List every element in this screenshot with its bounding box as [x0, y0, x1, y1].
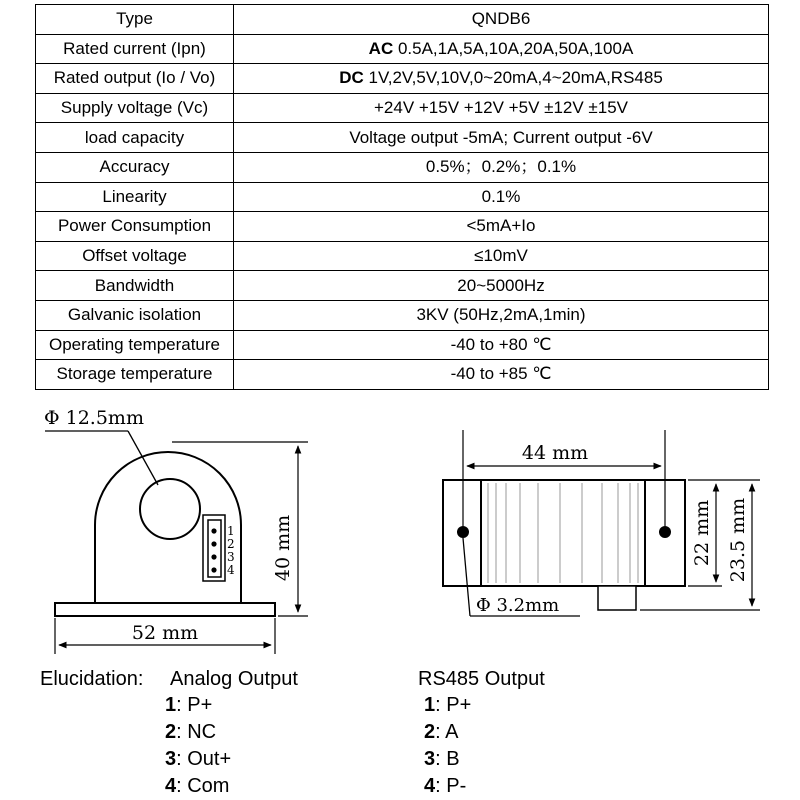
spec-param: Linearity	[36, 182, 234, 212]
spec-param: Operating temperature	[36, 330, 234, 360]
side-width-dimension-label: 44 mm	[521, 442, 589, 464]
mount-hole-right	[659, 526, 671, 538]
base-flange	[55, 603, 275, 616]
pin-label-1: 1	[227, 524, 235, 538]
rs485-pin-3: 3: B	[424, 748, 460, 770]
spec-param: Accuracy	[36, 152, 234, 182]
spec-value-prefix: DC	[339, 68, 364, 88]
analog-pin-4: 4: Com	[165, 775, 230, 797]
sensor-front-view	[55, 452, 275, 616]
spec-value: -40 to +80 ℃	[450, 334, 552, 354]
rs485-pin-4: 4: P-	[424, 775, 467, 797]
pin-label-4: 4	[227, 563, 235, 577]
width-dimension-label: 52 mm	[131, 622, 199, 644]
inner-height-label: 22 mm	[691, 499, 713, 567]
analog-pin-2: 2: NC	[165, 721, 217, 743]
spec-value: QNDB6	[471, 9, 531, 29]
mount-hole-left	[457, 526, 469, 538]
spec-value: 0.5%；0.2%；0.1%	[425, 157, 577, 177]
spec-value: Voltage output -5mA; Current output -6V	[349, 127, 653, 147]
spec-param: Type	[36, 5, 234, 35]
through-hole	[140, 479, 200, 539]
sensor-side-view	[443, 480, 685, 610]
analog-pin-3: 3: Out+	[165, 748, 232, 770]
spec-param: Bandwidth	[36, 271, 234, 301]
rs485-pin-1: 1: P+	[424, 694, 472, 716]
spec-value: -40 to +85 ℃	[450, 364, 552, 384]
spec-param: load capacity	[36, 123, 234, 153]
spec-param: Galvanic isolation	[36, 300, 234, 330]
spec-param: Supply voltage (Vc)	[36, 93, 234, 123]
spec-param: Rated current (Ipn)	[36, 34, 234, 64]
legend-title: Elucidation:	[40, 668, 144, 690]
spec-param: Storage temperature	[36, 360, 234, 390]
height-dimension-label: 40 mm	[272, 514, 294, 582]
spec-param: Rated output (Io / Vo)	[36, 64, 234, 94]
side-connector	[598, 586, 636, 610]
spec-value: 1V,2V,5V,10V,0~20mA,4~20mA,RS485	[363, 68, 663, 88]
outer-height-label: 23.5 mm	[727, 497, 749, 583]
rs485-output-heading: RS485 Output	[418, 668, 545, 690]
spec-value: +24V +15V +12V +5V ±12V ±15V	[373, 98, 629, 118]
spec-value: <5mA+Io	[466, 216, 536, 236]
spec-value-prefix: AC	[368, 38, 394, 58]
pin-label-2: 2	[227, 537, 235, 551]
pin-label-3: 3	[227, 550, 235, 564]
spec-value: ≤10mV	[474, 246, 528, 266]
spec-value: 20~5000Hz	[457, 275, 545, 295]
spec-param: Offset voltage	[36, 241, 234, 271]
spec-value: 3KV (50Hz,2mA,1min)	[416, 305, 586, 325]
side-body	[443, 480, 685, 586]
mount-hole-label: Φ 3.2mm	[476, 595, 560, 616]
analog-output-heading: Analog Output	[170, 668, 298, 690]
spec-value: 0.1%	[481, 186, 521, 206]
hole-diameter-label: Φ 12.5mm	[44, 407, 144, 429]
spec-param: Power Consumption	[36, 212, 234, 242]
analog-pin-1: 1: P+	[165, 694, 213, 716]
spec-value: 0.5A,1A,5A,10A,20A,50A,100A	[393, 38, 634, 58]
rs485-pin-2: 2: A	[424, 721, 459, 743]
